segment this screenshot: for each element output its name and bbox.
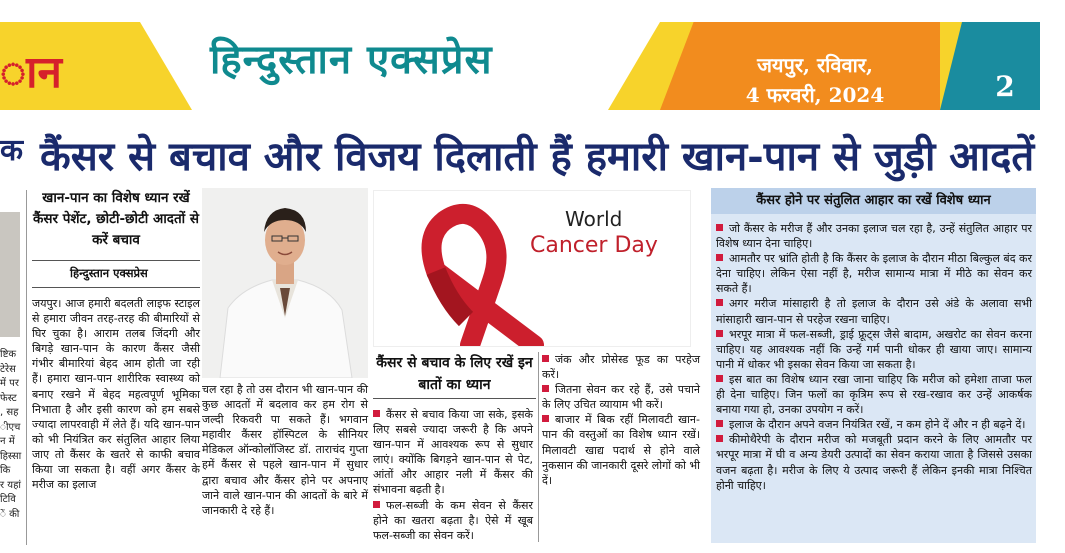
edition-date	[700, 50, 930, 110]
bullet-icon	[716, 435, 723, 442]
cancer-ribbon-icon	[374, 191, 690, 346]
article-body-col2: चल रहा है तो उस दौरान भी खान-पान की कुछ आदतों में बदलाव कर हम रोग से जल्दी रिकवरी पा सकते हैं। भगवान महावीर कैंसर हॉस्पिटल के सीनियर मेडिकल ऑन्कोलॉजिस्ट डॉ. ताराचंद गुप्ता हमें कैंसर से पहले खान-पान में सुधार द्वारा बचाव और कैंसर होने पर अपनाए जाने वाले खान-पान की आदतों के बारे में जानकारी दे रहे हैं।	[202, 383, 368, 517]
list-item: कैंसर से बचाव किया जा सके, इसके लिए सबसे ज्यादा जरूरी है कि अपने खान-पान में आवश्यक रूप से सुधार लाएं। क्योंकि बिगड़ने खान-पान से पेट, आंतों और आहार नली में कैंसर की संभावना बढ़ती है।	[373, 408, 533, 497]
list-item: जितना सेवन कर रहे हैं, उसे पचाने के लिए उचित व्यायाम भी करें।	[542, 383, 700, 412]
stub-line: टिवि	[0, 494, 16, 505]
divider	[373, 398, 536, 399]
date-line-1: जयपुर, रविवार,	[757, 53, 873, 77]
list-item: फल-सब्जी के कम सेवन से कैंसर होने का खतरा बढ़ता है। ऐसे में खूब फल-सब्जी का सेवन करें।	[373, 498, 533, 542]
box-title: कैंसर होने पर संतुलित आहार का रखें विशेष ध्यान	[711, 188, 1036, 214]
tips-title: कैंसर से बचाव के लिए रखें इन बातों का ध्यान	[376, 355, 533, 393]
article-body-col1: जयपुर। आज हमारी बदलती लाइफ स्टाइल से हमारा जीवन तरह-तरह की बीमारियों से घिर चुका है। आराम तलब जिंदगी और बिगड़े खान-पान के कारण कैंसर जैसी गंभीर बीमारियां बेहद आम होती जा रही हैं। हमारा खान-पान शारीरिक स्वास्थ्य को बनाए रखने में बेहद महत्वपूर्ण भूमिका निभाता है और इसी कारण को हम सबसे ज्यादा लापरवाही में लेते हैं। यदि खान-पान को भी नियंत्रित कर संतुलित आहार लिया जाए तो कैंसर के खतरे से काफी बचाव किया जा सकता है। वहीं अगर कैंसर के मरीज का इलाज	[32, 297, 200, 492]
stub-photo	[0, 212, 20, 337]
bullet-icon	[542, 415, 549, 422]
stub-line: हिस्सा	[0, 450, 22, 462]
stub-headline-fragment: क	[0, 133, 24, 168]
stub-line: ीएच	[0, 421, 21, 433]
stub-line: र यहां	[0, 479, 21, 491]
masthead-left-fragment: ान	[0, 47, 62, 98]
list-item: कीमोथैरेपी के दौरान मरीज को मजबूती प्रदान करने के लिए आमतौर पर भरपूर मात्रा में घी व अन्य डेयरी उत्पादों का सेवन कराया जाता है जिससे उसका वजन बढ़ता है। मरीज के लिए ये उत्पाद जरूरी हैं लेकिन इनकी मात्रा निश्चित होनी चाहिए।	[716, 433, 1032, 492]
column-rule	[538, 352, 539, 542]
list-item: आमतौर पर भ्रांति होती है कि कैंसर के इलाज के दौरान मीठा बिल्कुल बंद कर देना चाहिए। लेकिन ऐसा नहीं है, मरीज सामान्य मात्रा में मीठे का सेवन कर सकते हैं।	[716, 252, 1032, 296]
page-number: 2	[995, 70, 1015, 103]
stub-text	[0, 348, 22, 522]
list-item: जंक और प्रोसेस्ड फूड का परहेज करें।	[542, 353, 700, 382]
list-item: अगर मरीज मांसाहारी है तो इलाज के दौरान उसे अंडे के अलावा सभी मांसाहारी खान-पान से परहेज रखना चाहिए।	[716, 297, 1032, 326]
bullet-icon	[716, 420, 723, 427]
column-rule	[26, 190, 27, 545]
bullet-icon	[716, 330, 723, 337]
stub-line: में पर	[0, 378, 19, 389]
bullet-icon	[716, 299, 723, 306]
stub-line: कि	[0, 465, 11, 476]
image-caption-line-1: World	[565, 207, 623, 231]
date-line-2: 4 फरवरी, 2024	[745, 83, 885, 107]
list-item: बाजार में बिक रहीं मिलावटी खान-पान की वस्तुओं का विशेष ध्यान रखें। मिलावटी खाद्य पदार्थ से होने वाले नुकसान की जानकारी दूसरे लोगों को भी दें।	[542, 413, 700, 487]
stub-line: फेस्ट	[0, 392, 17, 404]
doctor-photo	[202, 188, 368, 378]
list-item: भरपूर मात्रा में फल-सब्जी, ड्राई फ्रूट्स जैसे बादाम, अखरोट का सेवन करना चाहिए। यह आवश्यक नहीं कि उन्हें गर्म पानी धोकर ही खाया जाए। सामान्य पानी में धोकर भी इसका सेवन किया जा सकता है।	[716, 327, 1032, 371]
doctor-illustration	[202, 188, 368, 378]
list-item: जो कैंसर के मरीज हैं और उनका इलाज चल रहा है, उन्हें संतुलित आहार पर विशेष ध्यान देना चाहिए।	[716, 222, 1032, 251]
divider	[32, 287, 200, 288]
stub-line: टेरेस	[0, 363, 16, 375]
stub-line: न में	[0, 436, 15, 447]
bullet-icon	[373, 501, 380, 508]
bullet-icon	[542, 385, 549, 392]
divider	[32, 260, 200, 261]
list-item: इस बात का विशेष ध्यान रखा जाना चाहिए कि मरीज को हमेशा ताजा फल ही देना चाहिए। जिन फलों का कृत्रिम रूप से रख-रखाव कर उन्हें आकर्षक बनाया गया हो, उनका उपयोग न करें।	[716, 372, 1032, 417]
stub-line: , सह	[0, 407, 19, 418]
image-caption-line-2: Cancer Day	[530, 233, 658, 258]
bullet-icon	[716, 224, 723, 231]
article-title: खान-पान का विशेष ध्यान रखें कैंसर पेशेंट, छोटी-छोटी आदतों से करें बचाव	[32, 190, 199, 248]
bullet-icon	[716, 375, 723, 382]
bullet-icon	[542, 355, 549, 362]
newspaper-title: हिन्दुस्तान एक्सप्रेस	[210, 36, 493, 83]
tips-col-a	[373, 407, 533, 543]
tips-col-b	[542, 352, 700, 488]
world-cancer-day-image	[373, 190, 691, 347]
stub-line: ष्टिक	[0, 349, 17, 360]
stub-line: ें की	[0, 508, 20, 520]
box-body	[716, 221, 1032, 493]
list-item: इलाज के दौरान अपने वजन नियंत्रित रखें, न कम होने दें और न ही बढ़ने दें।	[716, 417, 1032, 432]
bullet-icon	[716, 254, 723, 261]
bullet-icon	[373, 410, 380, 417]
main-headline: कैंसर से बचाव और विजय दिलाती हैं हमारी खान-पान से जुड़ी आदतें	[40, 133, 1035, 180]
article-byline: हिन्दुस्तान एक्सप्रेस	[70, 266, 148, 280]
